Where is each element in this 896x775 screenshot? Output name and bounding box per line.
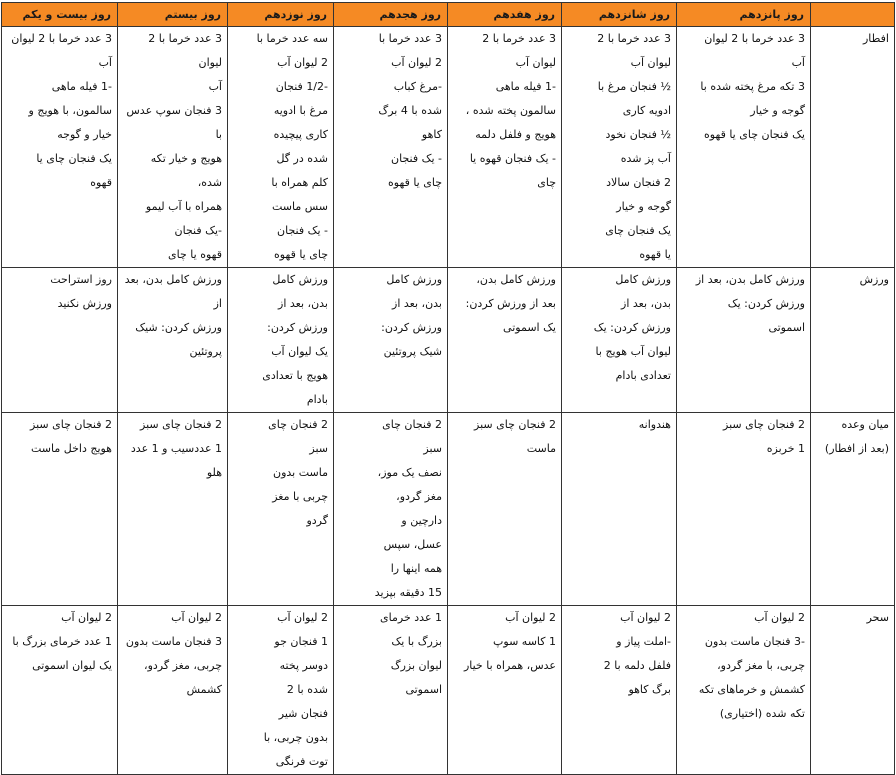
cell-text-line: فنجان شیر: [278, 707, 328, 720]
cell-text-line: کاری پیچیده: [273, 128, 328, 141]
cell-text-line: ½ فنجان نخود: [605, 128, 671, 141]
day-header-1: روز پانزدهم: [677, 3, 811, 27]
cell-text-line: -املت پیاز و: [616, 635, 671, 648]
cell-text-line: گوجه و خیار: [750, 104, 805, 117]
cell-text-line: کشمش و خرماهای تکه: [698, 683, 805, 696]
cell-text-line: 1 خربزه: [766, 442, 805, 455]
cell-text-line: هویج و خیار تکه شده،: [150, 152, 222, 189]
day-header-2: روز شانزدهم: [562, 3, 677, 27]
cell-text-line: یک لیوان آب: [271, 345, 328, 358]
plan-cell-day-6: [118, 606, 228, 775]
cell-text-line: 2 فنجان چای سبز: [474, 418, 556, 431]
iftar-row: [2, 27, 895, 268]
cell-text-line: سالمون، با هویج و: [28, 104, 112, 117]
cell-text-line: - یک فنجان قهوه یا: [469, 152, 556, 165]
row-label-cell: [811, 27, 895, 268]
cell-text-line: -1 فیله ماهی: [495, 80, 556, 93]
cell-text-line: 2 لیوان آب: [171, 611, 222, 624]
plan-cell-day-6: [118, 268, 228, 413]
cell-text-line: گوجه و خیار: [616, 200, 671, 213]
cell-text-line: ورزش کامل: [615, 273, 671, 286]
cell-text-line: 2 لیوان آب: [61, 611, 112, 624]
cell-text-line: -مرغ کباب: [393, 80, 442, 93]
row-label-line: (بعد از افطار): [824, 442, 889, 455]
row-label-line: سحر: [866, 611, 889, 624]
plan-cell-day-1: [677, 27, 811, 268]
cell-text-line: ورزش کامل بدن،: [476, 273, 556, 286]
cell-text-line: ورزش کامل: [386, 273, 442, 286]
cell-text-line: 2 لیوان آب: [505, 611, 556, 624]
cell-text-line: ورزش کامل: [272, 273, 328, 286]
snack-row: [2, 413, 895, 606]
cell-text-line: ماست بدون: [273, 466, 328, 479]
cell-text-line: 3 عدد خرما با 2: [597, 32, 671, 45]
cell-text-line: گردو: [306, 514, 328, 527]
cell-text-line: تکه شده (اختیاری): [719, 707, 805, 720]
cell-text-line: بزرگ با یک: [391, 635, 442, 648]
plan-cell-day-7: [2, 606, 118, 775]
cell-text-line: سه عدد خرما با: [256, 32, 328, 45]
cell-text-line: ورزش کردن: یک: [727, 297, 805, 310]
cell-text-line: 3 تکه مرغ پخته شده با: [700, 80, 805, 93]
meal-plan-table: [1, 2, 895, 775]
cell-text-line: 1 عددسیب و 1 عدد: [130, 442, 222, 455]
cell-text-line: دارچین و: [401, 514, 442, 527]
cell-text-line: 3 عدد خرما با: [378, 32, 442, 45]
plan-cell-day-5: [228, 27, 334, 268]
cell-text-line: شده در گل: [276, 152, 328, 165]
cell-text-line: سبز: [423, 442, 442, 455]
cell-text-line: ورزش کردن:: [267, 321, 328, 334]
header-row: [2, 3, 895, 27]
plan-cell-day-7: [2, 413, 118, 606]
cell-text-line: فلفل دلمه با 2: [603, 659, 671, 672]
cell-text-line: اسموتی: [405, 683, 442, 696]
cell-text-line: آب: [791, 56, 805, 69]
cell-text-line: 2 فنجان چای سبز: [140, 418, 222, 431]
plan-cell-day-6: [118, 413, 228, 606]
plan-cell-day-2: [562, 606, 677, 775]
cell-text-line: 2 لیوان آب: [620, 611, 671, 624]
cell-text-line: -3 فنجان ماست بدون: [704, 635, 805, 648]
cell-text-line: قهوه یا چای: [168, 248, 222, 261]
cell-text-line: تعدادی بادام: [615, 369, 671, 382]
cell-text-line: 2 لیوان آب: [754, 611, 805, 624]
cell-text-line: چربی، مغز گردو،: [144, 659, 222, 672]
cell-text-line: 15 دقیقه بپزید: [374, 586, 442, 599]
row-label-line: میان وعده: [841, 418, 889, 431]
cell-text-line: ورزش کردن:: [381, 321, 442, 334]
cell-text-line: -1/2 فنجان: [275, 80, 328, 93]
cell-text-line: پروتئین: [189, 345, 222, 358]
cell-text-line: قهوه: [90, 176, 112, 189]
cell-text-line: ورزش کامل بدن، بعد از: [124, 273, 222, 310]
cell-text-line: شده با 4 برگ: [378, 104, 442, 117]
cell-text-line: 3 عدد خرما با 2: [482, 32, 556, 45]
day-header-5: روز نوزدهم: [228, 3, 334, 27]
cell-text-line: کاهو: [421, 128, 442, 141]
cell-text-line: بدون چربی، با: [263, 731, 328, 744]
row-label-line: ورزش: [859, 273, 889, 286]
cell-text-line: نصف یک موز،: [377, 466, 442, 479]
cell-text-line: برگ کاهو: [628, 683, 671, 696]
cell-text-line: -1 فیله ماهی: [51, 80, 112, 93]
cell-text-line: شیک پروتئین: [383, 345, 442, 358]
cell-text-line: یک فنجان چای: [605, 224, 671, 237]
plan-cell-day-1: [677, 268, 811, 413]
cell-text-line: مغز گردو،: [396, 490, 442, 503]
plan-cell-day-2: [562, 413, 677, 606]
cell-text-line: آب پز شده: [620, 152, 671, 165]
cell-text-line: هویج داخل ماست: [31, 442, 112, 455]
cell-text-line: 3 فنجان ماست بدون: [125, 635, 222, 648]
cell-text-line: عسل، سپس: [383, 538, 442, 551]
day-header-4: روز هجدهم: [334, 3, 448, 27]
sahar-row: [2, 606, 895, 775]
cell-text-line: چای: [537, 176, 556, 189]
cell-text-line: -یک فنجان: [174, 224, 222, 237]
cell-text-line: ورزش کامل بدن، بعد از: [695, 273, 805, 286]
cell-text-line: 1 فنجان جو: [274, 635, 328, 648]
cell-text-line: 3 فنجان سوپ عدس با: [126, 104, 222, 141]
cell-text-line: چای یا قهوه: [274, 248, 328, 261]
cell-text-line: 2 فنجان چای سبز: [723, 418, 805, 431]
cell-text-line: یک لیوان اسموتی: [32, 659, 112, 672]
cell-text-line: هلو: [206, 466, 222, 479]
cell-text-line: 3 عدد خرما با 2 لیوان: [148, 32, 222, 69]
cell-text-line: ورزش کردن: شیک: [135, 321, 222, 334]
cell-text-line: بادام: [306, 393, 328, 406]
plan-cell-day-5: [228, 413, 334, 606]
cell-text-line: اسموتی: [768, 321, 805, 334]
cell-text-line: بدن، بعد از: [621, 297, 671, 310]
cell-text-line: بدن، بعد از: [392, 297, 442, 310]
cell-text-line: لیوان آب: [515, 56, 556, 69]
plan-cell-day-7: [2, 268, 118, 413]
cell-text-line: چای یا قهوه: [388, 176, 442, 189]
plan-cell-day-7: [2, 27, 118, 268]
cell-text-line: سالمون پخته شده ،: [465, 104, 556, 117]
plan-cell-day-4: [334, 413, 448, 606]
plan-cell-day-6: [118, 27, 228, 268]
cell-text-line: آب: [208, 80, 222, 93]
plan-cell-day-1: [677, 413, 811, 606]
cell-text-line: هندوانه: [638, 418, 671, 431]
cell-text-line: - یک فنجان: [391, 152, 442, 165]
cell-text-line: آب: [98, 56, 112, 69]
cell-text-line: لیوان بزرگ: [390, 659, 442, 672]
cell-text-line: ورزش نکنید: [57, 297, 112, 310]
row-label-cell: [811, 268, 895, 413]
plan-cell-day-3: [448, 27, 562, 268]
cell-text-line: روز استراحت: [50, 273, 112, 286]
cell-text-line: سس ماست: [272, 200, 328, 213]
cell-text-line: همراه با آب لیمو: [145, 200, 222, 213]
cell-text-line: ½ فنجان مرغ با: [597, 80, 671, 93]
row-label-cell: [811, 606, 895, 775]
cell-text-line: ورزش کردن: یک: [593, 321, 671, 334]
plan-cell-day-3: [448, 413, 562, 606]
cell-text-line: 2 فنجان چای: [268, 418, 328, 431]
cell-text-line: ماست: [526, 442, 556, 455]
cell-text-line: شده با 2: [286, 683, 328, 696]
cell-text-line: بعد از ورزش کردن:: [465, 297, 556, 310]
cell-text-line: کلم همراه با: [271, 176, 328, 189]
plan-cell-day-2: [562, 268, 677, 413]
plan-cell-day-4: [334, 606, 448, 775]
cell-text-line: 2 فنجان چای سبز: [30, 418, 112, 431]
cell-text-line: - یک فنجان: [277, 224, 328, 237]
cell-text-line: لیوان آب هویج با: [595, 345, 671, 358]
cell-text-line: 2 لیوان آب: [391, 56, 442, 69]
cell-text-line: ادویه کاری: [622, 104, 671, 117]
day-header-7: روز بیست و یکم: [2, 3, 118, 27]
cell-text-line: 2 فنجان سالاد: [606, 176, 671, 189]
day-header-6: روز بیستم: [118, 3, 228, 27]
cell-text-line: 2 لیوان آب: [277, 611, 328, 624]
plan-cell-day-3: [448, 268, 562, 413]
cell-text-line: عدس، همراه با خیار: [463, 659, 556, 672]
plan-cell-day-4: [334, 27, 448, 268]
plan-cell-day-5: [228, 606, 334, 775]
cell-text-line: 3 عدد خرما با 2 لیوان: [11, 32, 112, 45]
cell-text-line: هویج با تعدادی: [262, 369, 328, 382]
cell-text-line: توت فرنگی: [275, 755, 328, 768]
cell-text-line: یک فنجان چای یا قهوه: [704, 128, 805, 141]
day-header-3: روز هفدهم: [448, 3, 562, 27]
cell-text-line: یک فنجان چای یا: [36, 152, 112, 165]
plan-cell-day-1: [677, 606, 811, 775]
cell-text-line: 1 کاسه سوپ: [493, 635, 556, 648]
plan-cell-day-5: [228, 268, 334, 413]
cell-text-line: چربی، با مغز گردو،: [717, 659, 805, 672]
cell-text-line: هویج و فلفل دلمه: [475, 128, 556, 141]
row-label-line: افطار: [862, 32, 889, 45]
cell-text-line: 3 عدد خرما با 2 لیوان: [704, 32, 805, 45]
cell-text-line: مرغ با ادویه: [273, 104, 328, 117]
cell-text-line: لیوان آب: [630, 56, 671, 69]
cell-text-line: همه اینها را: [390, 562, 442, 575]
cell-text-line: بدن، بعد از: [278, 297, 328, 310]
plan-cell-day-4: [334, 268, 448, 413]
cell-text-line: 2 فنجان چای: [382, 418, 442, 431]
cell-text-line: 1 عدد خرمای بزرگ با: [12, 635, 112, 648]
cell-text-line: خیار و گوجه: [57, 128, 112, 141]
cell-text-line: سبز: [309, 442, 328, 455]
exercise-row: [2, 268, 895, 413]
cell-text-line: کشمش: [186, 683, 222, 696]
header-corner-cell: [811, 3, 895, 27]
cell-text-line: دوسر پخته: [279, 659, 328, 672]
cell-text-line: 1 عدد خرمای: [380, 611, 442, 624]
plan-cell-day-3: [448, 606, 562, 775]
cell-text-line: یا قهوه: [639, 248, 671, 261]
plan-cell-day-2: [562, 27, 677, 268]
row-label-cell: [811, 413, 895, 606]
cell-text-line: یک اسموتی: [503, 321, 556, 334]
cell-text-line: 2 لیوان آب: [277, 56, 328, 69]
cell-text-line: چربی با مغز: [272, 490, 328, 503]
